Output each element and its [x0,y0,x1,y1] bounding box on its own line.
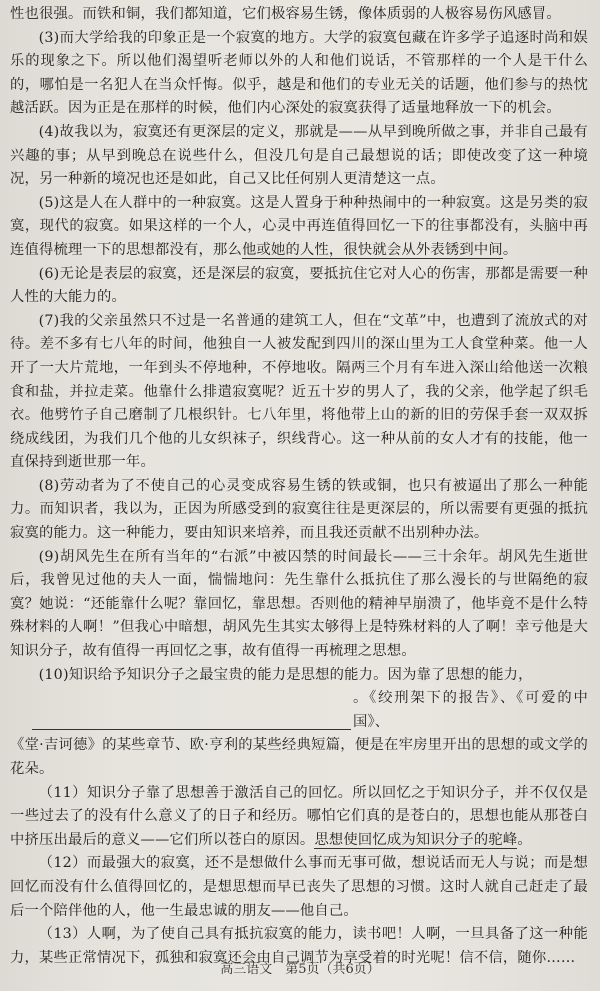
fill-in-blank[interactable] [32,712,351,730]
paragraph-13: （13）人啊，为了使自己具有抵抗寂寞的能力，读书吧！人啊，一旦具备了这一种能力，某些正常情况下，孤独和寂寞还会由自己调节为享受着的时光呢！信不信，随你…… [10,926,588,966]
paragraph-11-end: 。 [517,831,532,848]
paragraph-4: (4)故我以为，寂寞还有更深层的定义，那就是——从早到晚所做之事，并非自己最有兴趣的事；从早到晚总在说些什么，但没几句是自己最想说的话；即使改变了这一种境况，另一种新的境况也还是如此，自己又比任何别人更清楚这一点。 [10,123,588,188]
paragraph-11-text: （11）知识分子靠了思想善于激活自己的回忆。所以回忆之于知识分子，并不仅仅是一些过去了的没有什么意义了的日子和经历。哪怕它们真的是苍白的，思想也能从那苍白中挤压出最后的意义——它们所以苍白的原因。 [10,784,588,848]
paragraph-11 [10,782,588,853]
paragraph-9: (9)胡风先生在所有当年的“右派”中被囚禁的时间最长——三十余年。胡风先生逝世后，我曾见过他的夫人一面，惴惴地问：先生靠什么抵抗住了那么漫长的与世隔绝的寂寞？她说：“还能靠什么呢？靠回忆，靠思想。否则他的精神早崩溃了，他毕竟不是什么特殊材料的人啊！”但我心中暗想，胡风先生其实太够得上是特殊材料的人了啊！幸亏他是大知识分子，故有值得一再回忆之事，故有值得一再梳理之思想。 [10,548,588,660]
paragraph-10-line-1: (10)知识给予知识分子之最宝贵的能力是思想的能力。因为靠了思想的能力， [38,666,533,683]
underlined-sentence-11: 思想使回忆成为知识分子的驼峰 [314,831,518,848]
paragraph-7: (7)我的父亲虽然只不过是一名普通的建筑工人，但在“文革”中，也遭到了流放式的对待。差不多有七八年的时间，他独自一人被发配到四川的深山里为工人食堂种菜。他一人开了一大片荒地，一年到头不停地种，不停地收。隔两三个月有车进入深山给他送一次粮食和盐，并拉走菜。他靠什么排遣寂寞呢？近五十岁的男人了，我的父亲，他学起了织毛衣。他劈竹子自己磨制了几根织针。七八年里，将他带上山的新的旧的劳保手套一双双拆绕成线团，为我们几个他的儿女织袜子，织线背心。这一种从前的女人才有的技能，他一直保持到逝世那一年。 [10,312,588,471]
paragraph-10-line-2 [10,687,588,734]
paragraph-5-text: (5)这是人在人群中的一种寂寞。这是人置身于种种热闹中的一种寂寞。这是另类的寂寞，现代的寂寞。如果这样的一个人，心灵中再连值得回忆一下的往事都没有，头脑中再连值得梳理一下的思想都没有，那么 [10,194,588,258]
paragraph-8: (8)劳动者为了不使自己的心灵变成容易生锈的铁或铜，也只有被逼出了那么一种能力。而知识者，我以为，正因为所感受到的寂寞往往是更深层的，所以需要有更强的抵抗寂寞的能力。这一种能力，要由知识来培养，而且我还贡献不出别种办法。 [10,477,588,542]
paragraph-5-end: 。 [502,241,518,258]
underlined-sentence-5: 他或她的人性，很快就会从外表锈到中间 [241,241,503,258]
article-body [10,0,588,970]
paragraph-5 [10,192,588,263]
paragraph-0: 性也很强。而铁和铜，我们都知道，它们极容易生锈，像体质弱的人极容易伤风感冒。 [10,6,561,22]
paragraph-6: (6)无论是表层的寂寞，还是深层的寂寞，要抵抗住它对人心的伤害，那都是需要一种人性的大能力的。 [10,265,588,306]
paragraph-3: (3)而大学给我的印象正是一个寂寞的地方。大学的寂寞包藏在许多学子追逐时尚和娱乐的现象之下。所以他们渴望听老师以外的人和他们说话，不管那样的一个人是干什么的，哪怕是一名犯人在当众忏悔。似乎，越是和他们的专业无关的话题，他们参与的热忱越活跃。因为正是在那样的时候，他们内心深处的寂寞获得了适量地释放一下的机会。 [10,29,588,117]
paragraph-12: （12）而最强大的寂寞，还不是想做什么事而无事可做，想说话而无人与说；而是想回忆而没有什么值得回忆的，是想思想而早已丧失了思想的习惯。这时人就自己赶走了最后一个陪伴他的人，他一生最忠诚的朋友——他自己。 [10,855,588,919]
paragraph-10-line-3: 《堂·吉诃德》的某些章节、欧·亨利的某些经典短篇，便是在牢房里开出的思想的或文学的花朵。 [10,737,588,777]
page-footer: 高三语文 第5页（共6页） [220,962,380,977]
paragraph-10-books: 。《绞刑架下的报告》、《可爱的中国》、 [352,690,588,730]
